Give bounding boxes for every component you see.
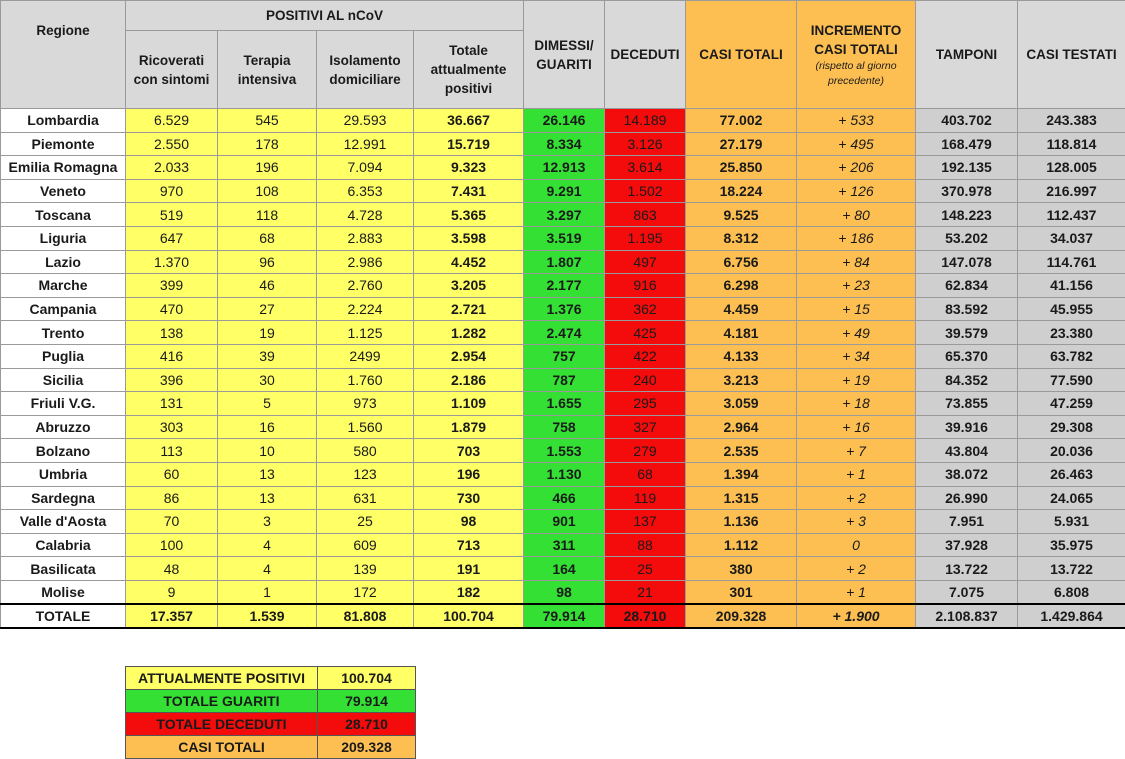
row-terapia: 178 <box>218 132 317 156</box>
row-incremento: + 23 <box>797 274 916 298</box>
table-row <box>1 321 1125 345</box>
row-dimessi: 311 <box>524 533 605 557</box>
row-ricoverati: 113 <box>126 439 218 463</box>
row-dimessi: 1.655 <box>524 392 605 416</box>
row-ricoverati: 1.370 <box>126 250 218 274</box>
header-isolamento: Isolamento domiciliare <box>317 31 414 109</box>
row-tamponi: 43.804 <box>916 439 1018 463</box>
total-row <box>1 604 1125 628</box>
row-casi-totali: 25.850 <box>686 156 797 180</box>
row-testati: 216.997 <box>1018 179 1125 203</box>
total-casi-totali: 209.328 <box>686 604 797 628</box>
row-isolamento: 25 <box>317 510 414 534</box>
row-totale-positivi: 730 <box>414 486 524 510</box>
row-ricoverati: 303 <box>126 415 218 439</box>
row-ricoverati: 60 <box>126 462 218 486</box>
row-testati: 112.437 <box>1018 203 1125 227</box>
row-terapia: 108 <box>218 179 317 203</box>
row-ricoverati: 131 <box>126 392 218 416</box>
row-casi-totali: 8.312 <box>686 226 797 250</box>
row-ricoverati: 6.529 <box>126 109 218 133</box>
row-casi-totali: 1.315 <box>686 486 797 510</box>
row-regione: Lazio <box>1 250 126 274</box>
row-ricoverati: 399 <box>126 274 218 298</box>
row-casi-totali: 1.112 <box>686 533 797 557</box>
row-isolamento: 4.728 <box>317 203 414 227</box>
row-casi-totali: 6.756 <box>686 250 797 274</box>
total-dimessi: 79.914 <box>524 604 605 628</box>
row-regione: Piemonte <box>1 132 126 156</box>
row-isolamento: 6.353 <box>317 179 414 203</box>
table-row <box>1 486 1125 510</box>
total-terapia: 1.539 <box>218 604 317 628</box>
row-totale-positivi: 182 <box>414 580 524 604</box>
row-isolamento: 7.094 <box>317 156 414 180</box>
row-testati: 24.065 <box>1018 486 1125 510</box>
header-deceduti: DECEDUTI <box>605 1 686 109</box>
table-row <box>1 250 1125 274</box>
row-regione: Molise <box>1 580 126 604</box>
row-casi-totali: 3.059 <box>686 392 797 416</box>
row-testati: 6.808 <box>1018 580 1125 604</box>
table-row <box>1 439 1125 463</box>
total-tamponi: 2.108.837 <box>916 604 1018 628</box>
row-isolamento: 12.991 <box>317 132 414 156</box>
table-row <box>1 557 1125 581</box>
header-incremento-note: (rispetto al giorno precedente) <box>797 59 915 89</box>
header-ricoverati: Ricoverati con sintomi <box>126 31 218 109</box>
row-ricoverati: 138 <box>126 321 218 345</box>
total-testati: 1.429.864 <box>1018 604 1125 628</box>
row-deceduti: 916 <box>605 274 686 298</box>
row-incremento: + 16 <box>797 415 916 439</box>
row-testati: 47.259 <box>1018 392 1125 416</box>
row-terapia: 13 <box>218 486 317 510</box>
table-row <box>1 392 1125 416</box>
total-positivi: 100.704 <box>414 604 524 628</box>
row-casi-totali: 4.181 <box>686 321 797 345</box>
row-casi-totali: 2.964 <box>686 415 797 439</box>
row-isolamento: 123 <box>317 462 414 486</box>
row-totale-positivi: 3.205 <box>414 274 524 298</box>
row-incremento: + 3 <box>797 510 916 534</box>
row-testati: 118.814 <box>1018 132 1125 156</box>
row-regione: Basilicata <box>1 557 126 581</box>
row-ricoverati: 647 <box>126 226 218 250</box>
row-dimessi: 757 <box>524 344 605 368</box>
row-regione: Veneto <box>1 179 126 203</box>
row-tamponi: 73.855 <box>916 392 1018 416</box>
row-deceduti: 362 <box>605 297 686 321</box>
row-terapia: 68 <box>218 226 317 250</box>
row-totale-positivi: 9.323 <box>414 156 524 180</box>
row-testati: 29.308 <box>1018 415 1125 439</box>
total-isolamento: 81.808 <box>317 604 414 628</box>
row-terapia: 196 <box>218 156 317 180</box>
header-casi-totali: CASI TOTALI <box>686 1 797 109</box>
row-deceduti: 88 <box>605 533 686 557</box>
row-isolamento: 2.224 <box>317 297 414 321</box>
summary-label: TOTALE GUARITI <box>126 690 318 713</box>
header-casi-testati: CASI TESTATI <box>1018 1 1125 109</box>
header-tamponi: TAMPONI <box>916 1 1018 109</box>
row-totale-positivi: 196 <box>414 462 524 486</box>
row-terapia: 5 <box>218 392 317 416</box>
row-tamponi: 7.075 <box>916 580 1018 604</box>
row-totale-positivi: 4.452 <box>414 250 524 274</box>
row-dimessi: 26.146 <box>524 109 605 133</box>
table-row <box>1 179 1125 203</box>
table-row <box>1 368 1125 392</box>
header-incremento-label: INCREMENTO CASI TOTALI <box>797 21 915 59</box>
summary-row <box>126 736 416 759</box>
row-incremento: + 84 <box>797 250 916 274</box>
row-regione: Campania <box>1 297 126 321</box>
table-row <box>1 415 1125 439</box>
summary-row <box>126 713 416 736</box>
table-body <box>1 109 1125 605</box>
row-tamponi: 147.078 <box>916 250 1018 274</box>
row-casi-totali: 1.136 <box>686 510 797 534</box>
row-testati: 41.156 <box>1018 274 1125 298</box>
row-regione: Trento <box>1 321 126 345</box>
row-deceduti: 497 <box>605 250 686 274</box>
header-dimessi: DIMESSI/ GUARITI <box>524 1 605 109</box>
row-regione: Marche <box>1 274 126 298</box>
row-totale-positivi: 703 <box>414 439 524 463</box>
row-incremento: + 19 <box>797 368 916 392</box>
row-deceduti: 240 <box>605 368 686 392</box>
row-tamponi: 65.370 <box>916 344 1018 368</box>
row-regione: Bolzano <box>1 439 126 463</box>
row-deceduti: 279 <box>605 439 686 463</box>
row-terapia: 3 <box>218 510 317 534</box>
summary-label: ATTUALMENTE POSITIVI <box>126 667 318 690</box>
header-incremento <box>797 1 916 109</box>
row-ricoverati: 9 <box>126 580 218 604</box>
row-tamponi: 370.978 <box>916 179 1018 203</box>
row-isolamento: 580 <box>317 439 414 463</box>
row-totale-positivi: 1.879 <box>414 415 524 439</box>
row-dimessi: 466 <box>524 486 605 510</box>
row-ricoverati: 2.550 <box>126 132 218 156</box>
row-dimessi: 98 <box>524 580 605 604</box>
row-isolamento: 609 <box>317 533 414 557</box>
header-totale-positivi: Totale attualmente positivi <box>414 31 524 109</box>
row-tamponi: 62.834 <box>916 274 1018 298</box>
row-tamponi: 53.202 <box>916 226 1018 250</box>
row-isolamento: 973 <box>317 392 414 416</box>
row-isolamento: 2.883 <box>317 226 414 250</box>
row-incremento: + 1 <box>797 580 916 604</box>
row-incremento: + 2 <box>797 557 916 581</box>
table-row <box>1 132 1125 156</box>
row-testati: 13.722 <box>1018 557 1125 581</box>
row-ricoverati: 48 <box>126 557 218 581</box>
row-dimessi: 8.334 <box>524 132 605 156</box>
row-totale-positivi: 36.667 <box>414 109 524 133</box>
row-isolamento: 29.593 <box>317 109 414 133</box>
row-totale-positivi: 2.954 <box>414 344 524 368</box>
row-testati: 5.931 <box>1018 510 1125 534</box>
row-totale-positivi: 7.431 <box>414 179 524 203</box>
summary-value: 79.914 <box>318 690 416 713</box>
row-terapia: 46 <box>218 274 317 298</box>
row-casi-totali: 4.459 <box>686 297 797 321</box>
table-row <box>1 156 1125 180</box>
row-isolamento: 1.125 <box>317 321 414 345</box>
row-deceduti: 1.195 <box>605 226 686 250</box>
row-regione: Sicilia <box>1 368 126 392</box>
row-isolamento: 172 <box>317 580 414 604</box>
row-dimessi: 1.376 <box>524 297 605 321</box>
row-testati: 77.590 <box>1018 368 1125 392</box>
row-dimessi: 12.913 <box>524 156 605 180</box>
row-totale-positivi: 15.719 <box>414 132 524 156</box>
row-casi-totali: 6.298 <box>686 274 797 298</box>
row-incremento: + 186 <box>797 226 916 250</box>
summary-value: 100.704 <box>318 667 416 690</box>
row-ricoverati: 970 <box>126 179 218 203</box>
table-row <box>1 462 1125 486</box>
row-ricoverati: 416 <box>126 344 218 368</box>
row-tamponi: 168.479 <box>916 132 1018 156</box>
row-deceduti: 14.189 <box>605 109 686 133</box>
row-terapia: 16 <box>218 415 317 439</box>
row-deceduti: 422 <box>605 344 686 368</box>
row-deceduti: 863 <box>605 203 686 227</box>
row-deceduti: 425 <box>605 321 686 345</box>
row-tamponi: 148.223 <box>916 203 1018 227</box>
row-dimessi: 3.297 <box>524 203 605 227</box>
row-deceduti: 295 <box>605 392 686 416</box>
summary-label: TOTALE DECEDUTI <box>126 713 318 736</box>
row-tamponi: 7.951 <box>916 510 1018 534</box>
row-totale-positivi: 713 <box>414 533 524 557</box>
row-deceduti: 25 <box>605 557 686 581</box>
row-dimessi: 2.474 <box>524 321 605 345</box>
row-testati: 26.463 <box>1018 462 1125 486</box>
row-totale-positivi: 1.109 <box>414 392 524 416</box>
row-isolamento: 1.560 <box>317 415 414 439</box>
row-isolamento: 2499 <box>317 344 414 368</box>
row-ricoverati: 86 <box>126 486 218 510</box>
table-row <box>1 274 1125 298</box>
summary-table <box>125 666 416 759</box>
row-casi-totali: 77.002 <box>686 109 797 133</box>
row-testati: 45.955 <box>1018 297 1125 321</box>
row-ricoverati: 2.033 <box>126 156 218 180</box>
row-incremento: + 1 <box>797 462 916 486</box>
row-tamponi: 13.722 <box>916 557 1018 581</box>
row-casi-totali: 301 <box>686 580 797 604</box>
row-incremento: + 126 <box>797 179 916 203</box>
row-testati: 63.782 <box>1018 344 1125 368</box>
row-deceduti: 3.126 <box>605 132 686 156</box>
row-incremento: + 7 <box>797 439 916 463</box>
row-regione: Liguria <box>1 226 126 250</box>
total-deceduti: 28.710 <box>605 604 686 628</box>
row-regione: Valle d'Aosta <box>1 510 126 534</box>
row-tamponi: 403.702 <box>916 109 1018 133</box>
row-ricoverati: 100 <box>126 533 218 557</box>
summary-value: 209.328 <box>318 736 416 759</box>
row-regione: Puglia <box>1 344 126 368</box>
row-deceduti: 137 <box>605 510 686 534</box>
summary-row <box>126 690 416 713</box>
row-terapia: 96 <box>218 250 317 274</box>
row-totale-positivi: 5.365 <box>414 203 524 227</box>
row-dimessi: 1.553 <box>524 439 605 463</box>
row-regione: Calabria <box>1 533 126 557</box>
row-totale-positivi: 3.598 <box>414 226 524 250</box>
row-regione: Umbria <box>1 462 126 486</box>
row-regione: Sardegna <box>1 486 126 510</box>
row-terapia: 10 <box>218 439 317 463</box>
row-incremento: + 533 <box>797 109 916 133</box>
row-deceduti: 21 <box>605 580 686 604</box>
row-incremento: 0 <box>797 533 916 557</box>
table-row <box>1 109 1125 133</box>
row-dimessi: 2.177 <box>524 274 605 298</box>
row-incremento: + 495 <box>797 132 916 156</box>
row-totale-positivi: 2.186 <box>414 368 524 392</box>
table-row <box>1 226 1125 250</box>
row-testati: 20.036 <box>1018 439 1125 463</box>
row-incremento: + 18 <box>797 392 916 416</box>
table-row <box>1 297 1125 321</box>
row-dimessi: 758 <box>524 415 605 439</box>
row-tamponi: 38.072 <box>916 462 1018 486</box>
row-deceduti: 1.502 <box>605 179 686 203</box>
row-terapia: 4 <box>218 557 317 581</box>
row-dimessi: 901 <box>524 510 605 534</box>
total-ricoverati: 17.357 <box>126 604 218 628</box>
row-incremento: + 80 <box>797 203 916 227</box>
row-casi-totali: 18.224 <box>686 179 797 203</box>
row-incremento: + 49 <box>797 321 916 345</box>
row-testati: 35.975 <box>1018 533 1125 557</box>
row-terapia: 545 <box>218 109 317 133</box>
summary-row <box>126 667 416 690</box>
row-regione: Abruzzo <box>1 415 126 439</box>
table-row <box>1 533 1125 557</box>
row-regione: Emilia Romagna <box>1 156 126 180</box>
row-casi-totali: 27.179 <box>686 132 797 156</box>
summary-value: 28.710 <box>318 713 416 736</box>
row-testati: 243.383 <box>1018 109 1125 133</box>
row-totale-positivi: 1.282 <box>414 321 524 345</box>
row-isolamento: 2.986 <box>317 250 414 274</box>
row-isolamento: 1.760 <box>317 368 414 392</box>
row-deceduti: 3.614 <box>605 156 686 180</box>
row-testati: 114.761 <box>1018 250 1125 274</box>
row-ricoverati: 519 <box>126 203 218 227</box>
row-dimessi: 1.130 <box>524 462 605 486</box>
row-casi-totali: 2.535 <box>686 439 797 463</box>
table-row <box>1 580 1125 604</box>
table-row <box>1 203 1125 227</box>
row-casi-totali: 1.394 <box>686 462 797 486</box>
row-casi-totali: 3.213 <box>686 368 797 392</box>
row-tamponi: 84.352 <box>916 368 1018 392</box>
row-casi-totali: 4.133 <box>686 344 797 368</box>
row-totale-positivi: 191 <box>414 557 524 581</box>
row-terapia: 4 <box>218 533 317 557</box>
row-ricoverati: 470 <box>126 297 218 321</box>
row-terapia: 13 <box>218 462 317 486</box>
row-regione: Friuli V.G. <box>1 392 126 416</box>
total-label: TOTALE <box>1 604 126 628</box>
row-dimessi: 3.519 <box>524 226 605 250</box>
row-testati: 34.037 <box>1018 226 1125 250</box>
row-terapia: 19 <box>218 321 317 345</box>
row-isolamento: 631 <box>317 486 414 510</box>
row-tamponi: 39.916 <box>916 415 1018 439</box>
row-terapia: 118 <box>218 203 317 227</box>
row-dimessi: 1.807 <box>524 250 605 274</box>
row-ricoverati: 396 <box>126 368 218 392</box>
row-deceduti: 68 <box>605 462 686 486</box>
row-tamponi: 39.579 <box>916 321 1018 345</box>
table-row <box>1 510 1125 534</box>
row-terapia: 30 <box>218 368 317 392</box>
row-tamponi: 83.592 <box>916 297 1018 321</box>
summary-label: CASI TOTALI <box>126 736 318 759</box>
row-isolamento: 139 <box>317 557 414 581</box>
row-incremento: + 206 <box>797 156 916 180</box>
header-regione: Regione <box>1 1 126 109</box>
row-casi-totali: 9.525 <box>686 203 797 227</box>
row-dimessi: 787 <box>524 368 605 392</box>
row-dimessi: 164 <box>524 557 605 581</box>
row-regione: Toscana <box>1 203 126 227</box>
row-tamponi: 26.990 <box>916 486 1018 510</box>
row-incremento: + 34 <box>797 344 916 368</box>
header-positivi-group: POSITIVI AL nCoV <box>126 1 524 31</box>
row-testati: 128.005 <box>1018 156 1125 180</box>
row-totale-positivi: 98 <box>414 510 524 534</box>
row-incremento: + 15 <box>797 297 916 321</box>
row-testati: 23.380 <box>1018 321 1125 345</box>
row-dimessi: 9.291 <box>524 179 605 203</box>
row-totale-positivi: 2.721 <box>414 297 524 321</box>
row-terapia: 27 <box>218 297 317 321</box>
row-tamponi: 37.928 <box>916 533 1018 557</box>
row-deceduti: 327 <box>605 415 686 439</box>
row-ricoverati: 70 <box>126 510 218 534</box>
row-isolamento: 2.760 <box>317 274 414 298</box>
header-terapia: Terapia intensiva <box>218 31 317 109</box>
row-terapia: 1 <box>218 580 317 604</box>
row-terapia: 39 <box>218 344 317 368</box>
row-deceduti: 119 <box>605 486 686 510</box>
row-tamponi: 192.135 <box>916 156 1018 180</box>
total-incremento: + 1.900 <box>797 604 916 628</box>
row-regione: Lombardia <box>1 109 126 133</box>
row-casi-totali: 380 <box>686 557 797 581</box>
row-incremento: + 2 <box>797 486 916 510</box>
table-row <box>1 344 1125 368</box>
